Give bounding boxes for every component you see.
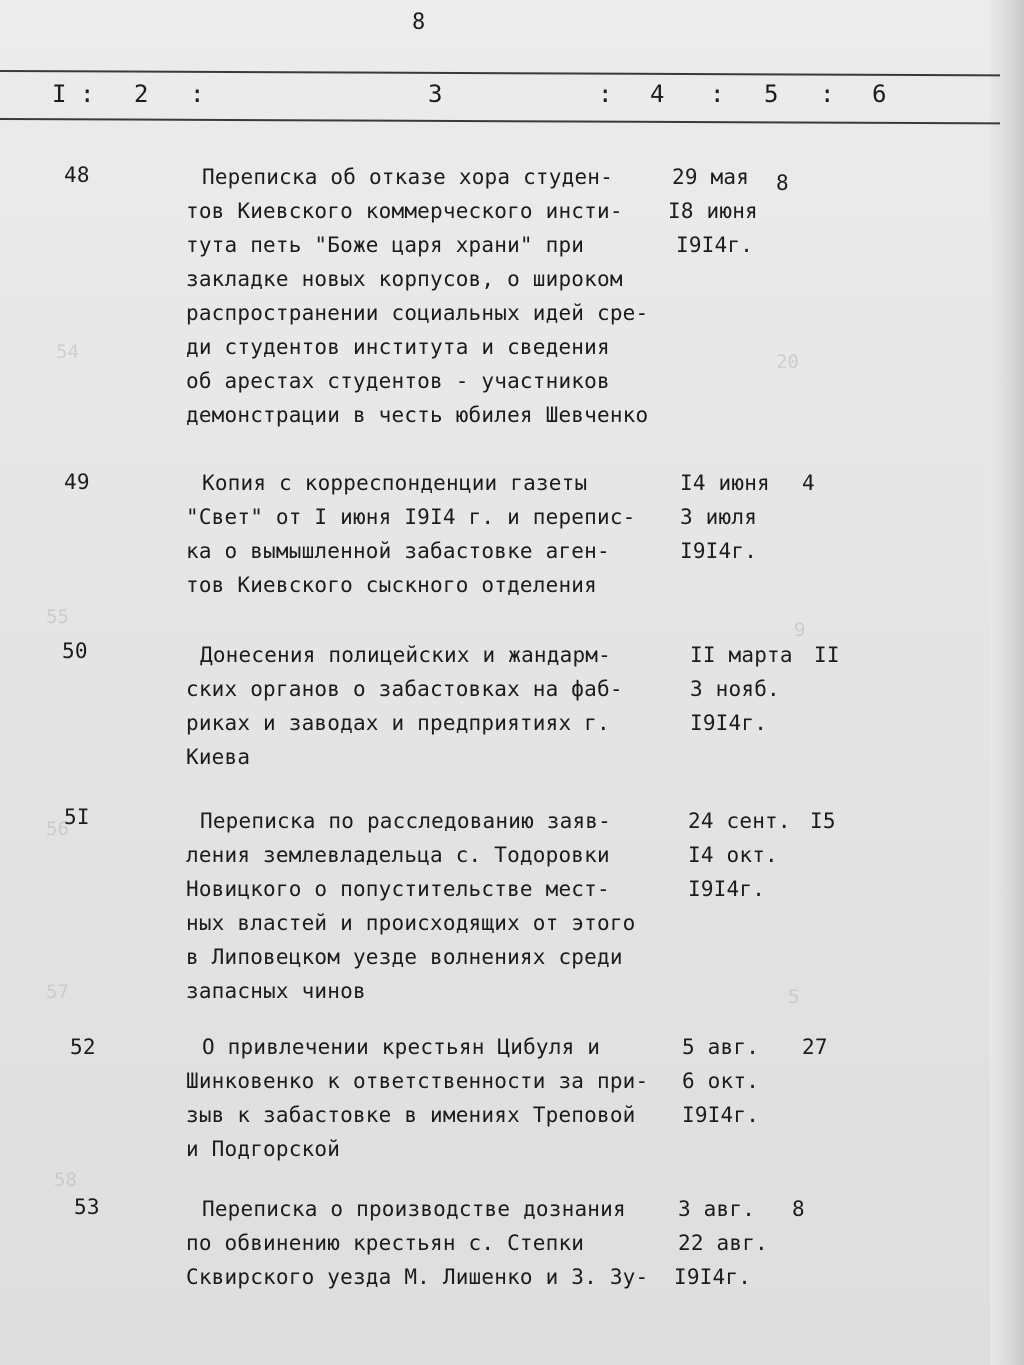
entry-number: 49	[64, 470, 90, 494]
column-separator: :	[598, 80, 613, 108]
description-line: тута петь "Боже царя храни" при	[186, 233, 585, 257]
description-line: в Липовецком уезде волнениях среди	[186, 945, 623, 969]
date-line: II марта	[690, 643, 793, 667]
description-line: Киева	[186, 745, 251, 769]
entry-description	[186, 638, 623, 774]
description-line: ления землевладельца с. Тодоровки	[186, 843, 610, 867]
description-line: Переписка о производстве дознания	[202, 1197, 626, 1221]
column-header-5: 5	[764, 80, 779, 108]
description-line: Шинковенко к ответственности за при-	[186, 1069, 649, 1093]
date-line: I9I4г.	[674, 1265, 752, 1289]
column-header-3: 3	[428, 80, 443, 108]
column-separator: :	[710, 80, 725, 108]
entry-sheet-count: 8	[776, 171, 789, 195]
date-line: 6 окт.	[682, 1069, 760, 1093]
entry-sheet-count: II	[814, 643, 840, 667]
bleed-through-number: 9	[794, 619, 806, 641]
description-line: об арестах студентов - участников	[186, 369, 610, 393]
description-line: демонстрации в честь юбилея Шевченко	[186, 403, 649, 427]
bleed-through-number: 58	[54, 1169, 77, 1191]
date-line: 3 авг.	[678, 1197, 756, 1221]
date-line: I4 июня	[680, 471, 770, 495]
entry-sheet-count: I5	[810, 809, 836, 833]
date-line: 22 авг.	[678, 1231, 768, 1255]
entry-dates	[690, 638, 793, 740]
description-line: ных властей и происходящих от этого	[186, 911, 636, 935]
date-line: I8 июня	[668, 199, 758, 223]
entry-dates	[680, 466, 770, 568]
description-line: Сквирского уезда М. Лишенко и З. Зу-	[186, 1265, 649, 1289]
description-line: по обвинению крестьян с. Степки	[186, 1231, 585, 1255]
date-line: 3 нояб.	[690, 677, 780, 701]
description-line: ских органов о забастовках на фаб-	[186, 677, 623, 701]
date-line: 29 мая	[672, 165, 750, 189]
entry-sheet-count: 8	[792, 1197, 805, 1221]
description-line: тов Киевского коммерческого инсти-	[186, 199, 623, 223]
date-line: 5 авг.	[682, 1035, 760, 1059]
column-header-1: I	[52, 80, 67, 108]
description-line: Копия с корреспонденции газеты	[202, 471, 588, 495]
entry-description	[186, 466, 636, 602]
entry-dates	[688, 804, 791, 906]
column-separator: :	[80, 80, 95, 108]
entry-number: 53	[74, 1195, 100, 1219]
description-line: распространении социальных идей сре-	[186, 301, 649, 325]
description-line: Донесения полицейских и жандарм-	[200, 643, 611, 667]
entry-description	[186, 804, 636, 1008]
column-separator: :	[820, 80, 835, 108]
column-header-4: 4	[650, 80, 665, 108]
description-line: ди студентов института и сведения	[186, 335, 610, 359]
page-edge-shadow	[990, 0, 1024, 1365]
entry-dates	[682, 1030, 759, 1132]
entry-number: 48	[64, 163, 90, 187]
date-line: I9I4г.	[680, 539, 758, 563]
entry-description	[186, 1192, 648, 1294]
description-line: "Свет" от I июня I9I4 г. и перепис-	[186, 505, 636, 529]
entry-dates	[660, 1192, 768, 1294]
bleed-through-number: 57	[46, 981, 69, 1003]
bleed-through-number: 55	[46, 606, 69, 628]
bleed-through-number: 54	[56, 341, 79, 363]
bleed-through-number: 5	[788, 986, 800, 1008]
entry-number: 5I	[64, 805, 90, 829]
date-line: I4 окт.	[688, 843, 778, 867]
date-line: I9I4г.	[688, 877, 766, 901]
entry-number: 52	[70, 1035, 96, 1059]
description-line: закладке новых корпусов, о широком	[186, 267, 623, 291]
description-line: запасных чинов	[186, 979, 366, 1003]
entry-dates	[668, 160, 758, 262]
description-line: тов Киевского сыскного отделения	[186, 573, 597, 597]
description-line: риках и заводах и предприятиях г.	[186, 711, 610, 735]
entry-description	[186, 1030, 648, 1166]
date-line: I9I4г.	[676, 233, 754, 257]
description-line: ка о вымышленной забастовке аген-	[186, 539, 610, 563]
entry-sheet-count: 4	[802, 471, 815, 495]
column-header-2: 2	[134, 80, 149, 108]
bleed-through-number: 56	[46, 818, 69, 840]
column-separator: :	[190, 80, 205, 108]
description-line: Переписка по расследованию заяв-	[200, 809, 611, 833]
description-line: Новицкого о попустительстве мест-	[186, 877, 610, 901]
description-line: и Подгорской	[186, 1137, 341, 1161]
column-header-6: 6	[872, 80, 887, 108]
date-line: I9I4г.	[682, 1103, 760, 1127]
date-line: 3 июля	[680, 505, 758, 529]
date-line: 24 сент.	[688, 809, 791, 833]
bleed-through-number: 20	[776, 351, 799, 373]
entry-sheet-count: 27	[802, 1035, 828, 1059]
description-line: Переписка об отказе хора студен-	[202, 165, 613, 189]
page-number: 8	[412, 10, 426, 35]
description-line: зыв к забастовке в имениях Треповой	[186, 1103, 636, 1127]
date-line: I9I4г.	[690, 711, 768, 735]
entry-description	[186, 160, 648, 432]
entry-number: 50	[62, 639, 88, 663]
description-line: О привлечении крестьян Цибуля и	[202, 1035, 601, 1059]
